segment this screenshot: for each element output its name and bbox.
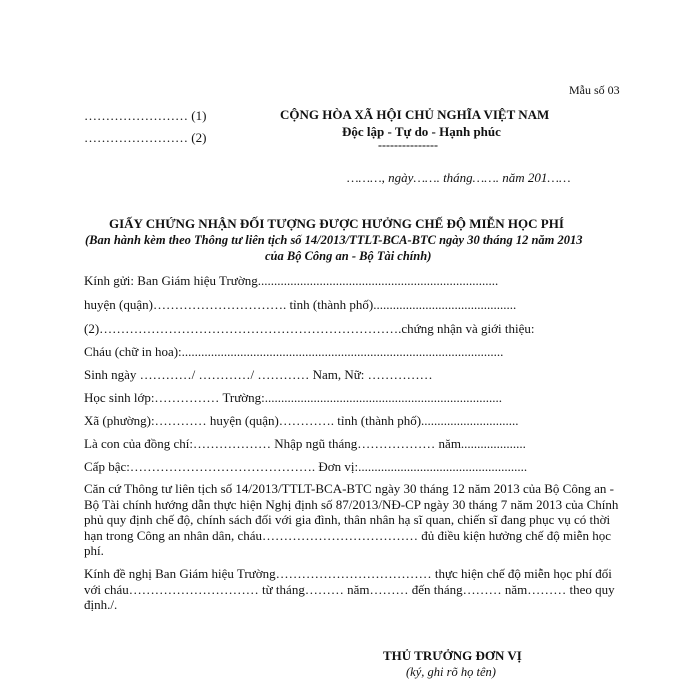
date-line: ………, ngày……. tháng……. năm 201…… (347, 170, 571, 185)
field-certifier: (2)…………………………………………………………….chứng nhận và giới thiệu: (84, 321, 535, 336)
field-rank-unit: Cấp bậc:……………………………………. Đơn vị:.................................................... (84, 459, 528, 474)
document-subtitle-2: của Bộ Công an - Bộ Tài chính) (265, 249, 432, 263)
national-motto: Độc lập - Tự do - Hạnh phúc (342, 124, 501, 139)
signature-note: (ký, ghi rõ họ tên) (406, 665, 496, 679)
field-district: huyện (quận)…………………………. tỉnh (thành phố)............................................ (84, 297, 517, 312)
document-subtitle-1: (Ban hành kèm theo Thông tư liên tịch số 14/2013/TTLT-BCA-BTC ngày 30 tháng 12 năm 2013 (85, 233, 583, 247)
field-address: Xã (phường):………… huyện (quận)…………. tỉnh (thành phố).............................. (84, 413, 519, 428)
national-title: CỘNG HÒA XÃ HỘI CHỦ NGHĨA VIỆT NAM (280, 107, 550, 122)
agency-line-2: …………………… (2) (84, 130, 207, 145)
legal-basis-paragraph: Căn cứ Thông tư liên tịch số 14/2013/TTLT-BCA-BTC ngày 30 tháng 12 năm 2013 của Bộ Công an - Bộ Tài chính hướng dẫn thực hiện Nghị định số 87/2013/NĐ-CP ngày 30 tháng 7 năm 2013 của Chính phủ quy định chế độ, chính sách đối với gia đình, thân nhân hạ sĩ quan, chiến sĩ đang phục vụ có thời hạn trong Công an nhân dân, cháu……………………………… đủ điều kiện hưởng chế độ miễn học phí. (84, 481, 619, 558)
agency-line-1: …………………… (1) (84, 108, 207, 123)
field-birth-gender: Sinh ngày …………/ …………/ ………… Nam, Nữ: …………… (84, 367, 433, 382)
motto-divider: --------------- (378, 138, 438, 152)
field-class-school: Học sinh lớp:…………… Trường:......................................................................... (84, 390, 503, 405)
field-child-name: Cháu (chữ in hoa):................................................................................................... (84, 344, 504, 359)
field-parent: Là con của đồng chí:……………… Nhập ngũ tháng……………… năm.................... (84, 436, 526, 451)
form-number: Mẫu số 03 (569, 83, 620, 97)
document-title: GIẤY CHỨNG NHẬN ĐỐI TƯỢNG ĐƯỢC HƯỞNG CHẾ ĐỘ MIỄN HỌC PHÍ (109, 216, 564, 231)
signature-title: THỦ TRƯỞNG ĐƠN VỊ (383, 648, 522, 663)
request-paragraph: Kính đề nghị Ban Giám hiệu Trường……………………………… thực hiện chế độ miễn học phí đối với cháu………………………… từ tháng……… năm……… đến tháng……… năm……… theo quy định./. (84, 566, 615, 612)
field-recipient: Kính gửi: Ban Giám hiệu Trường.......................................................................... (84, 273, 499, 288)
